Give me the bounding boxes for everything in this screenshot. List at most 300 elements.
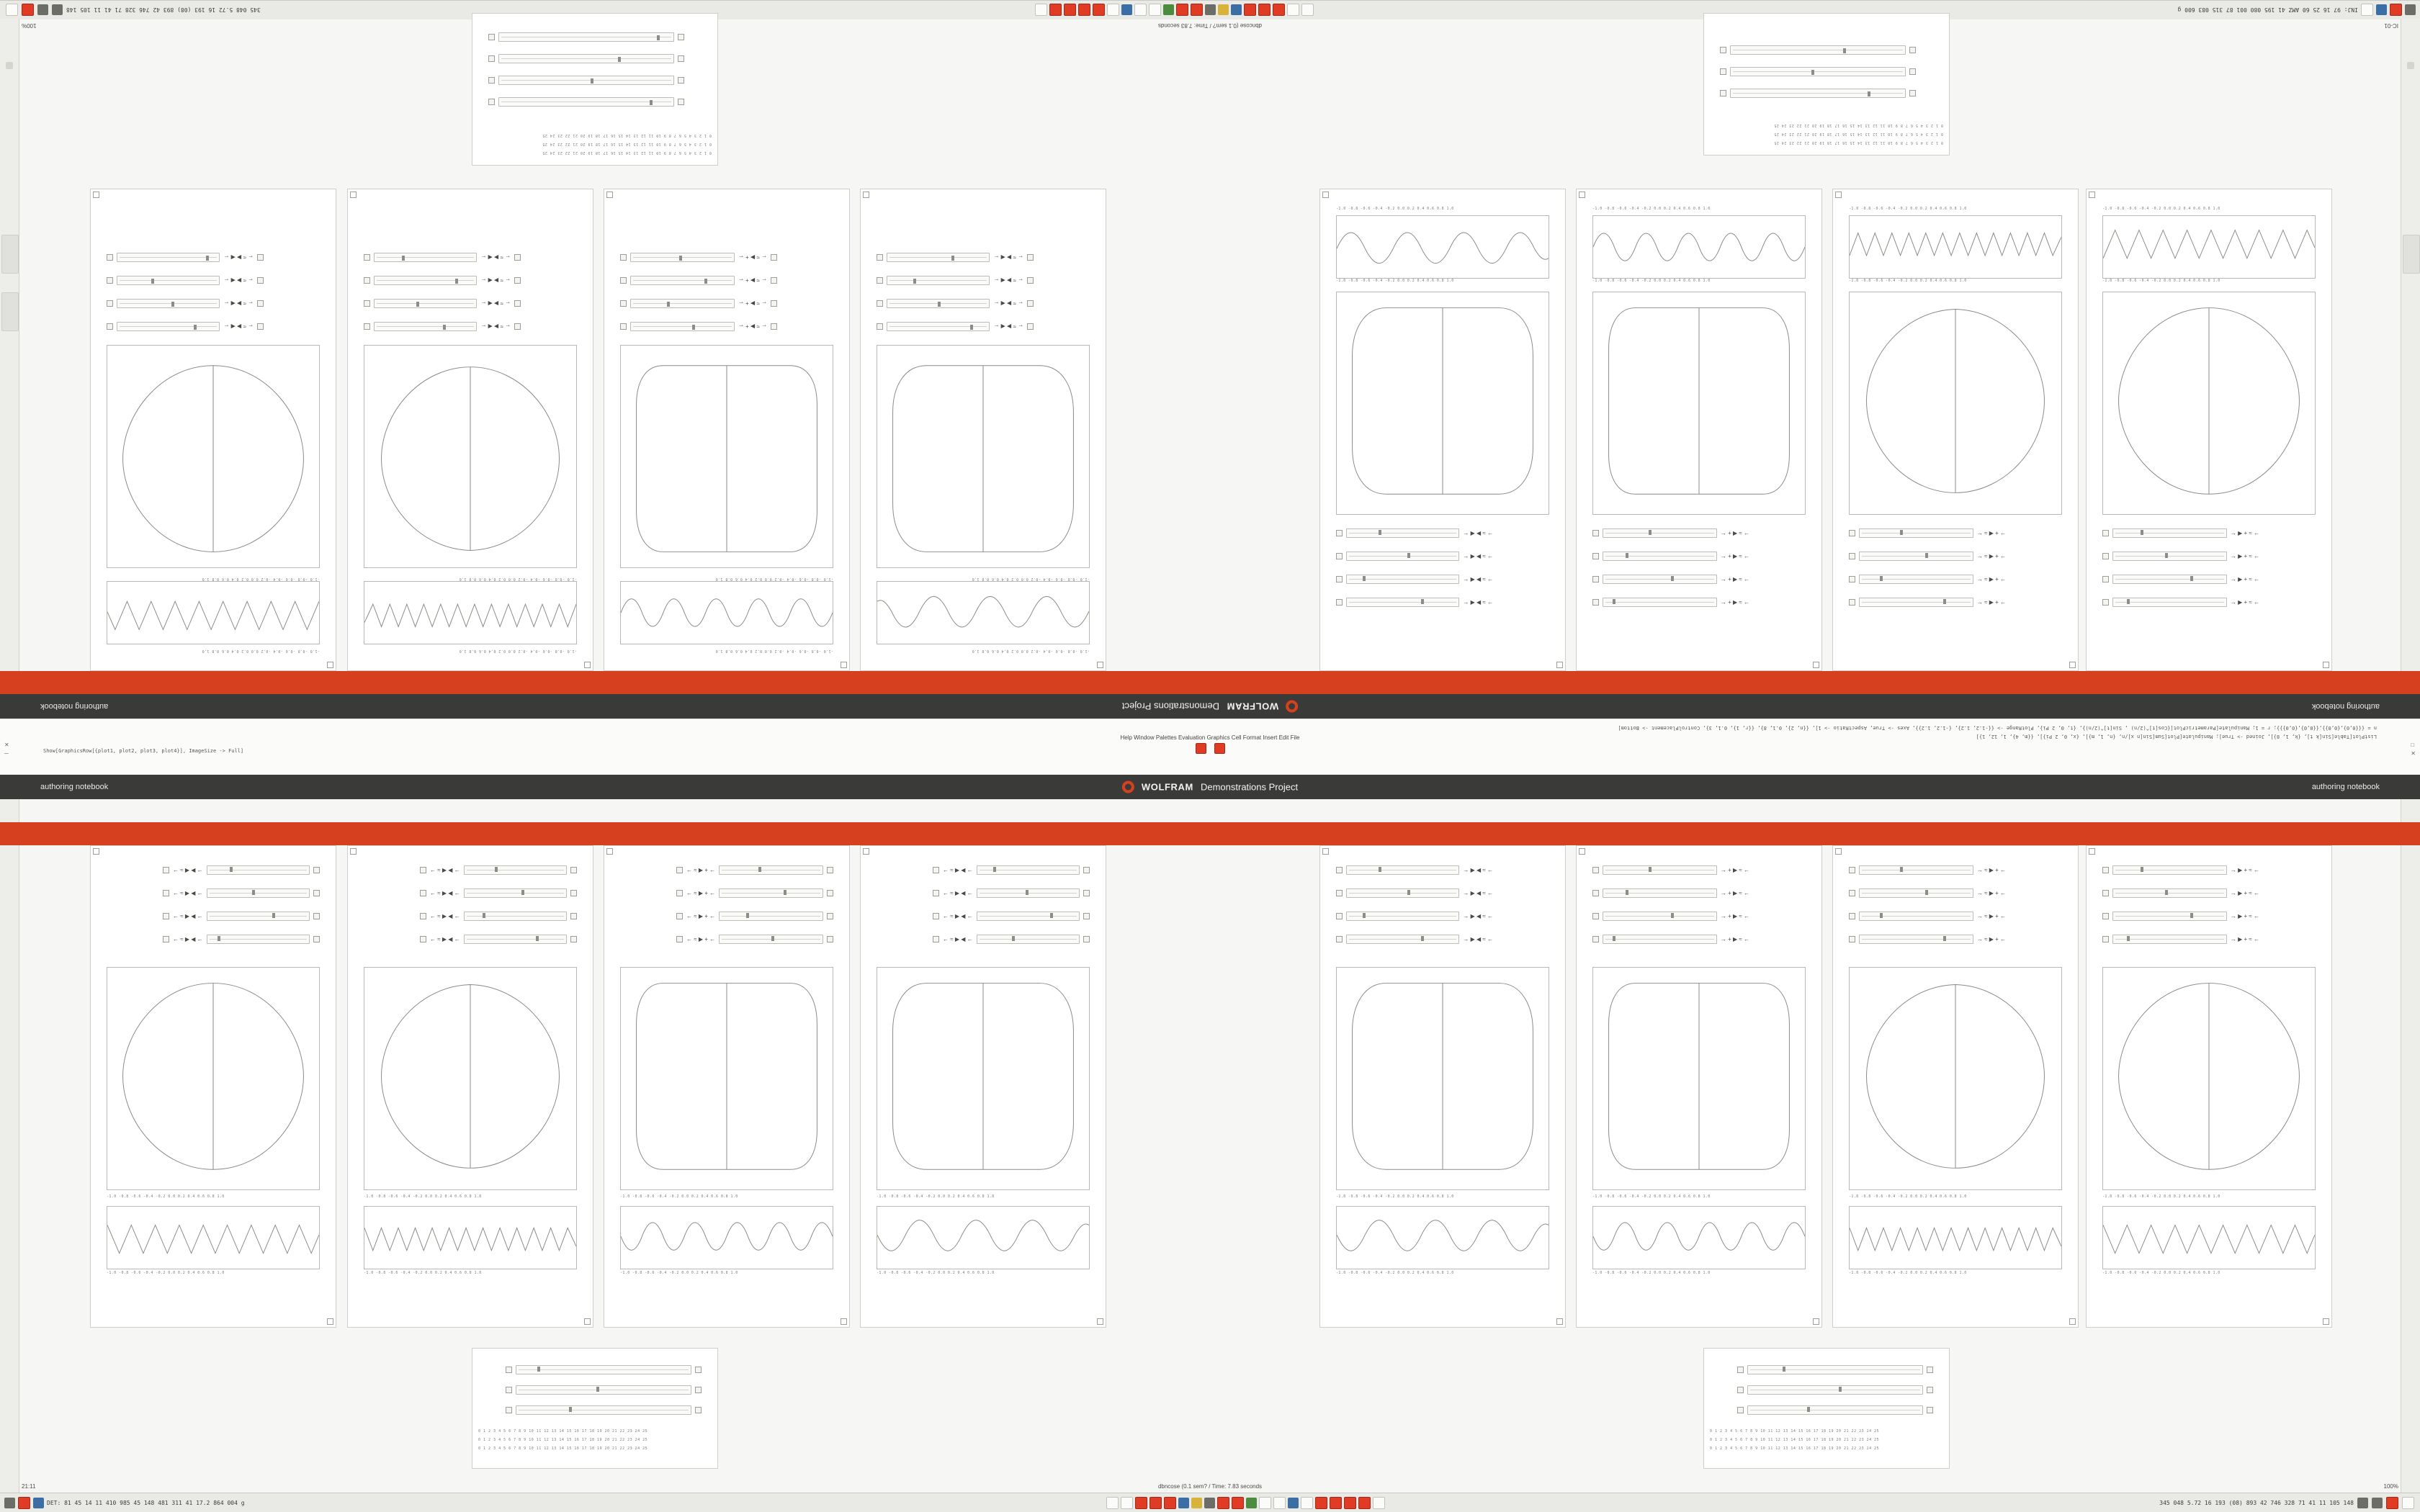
- wolfram-bar-top[interactable]: [0, 694, 2420, 719]
- parameter-slider[interactable]: [1346, 865, 1459, 875]
- minimize-icon[interactable]: ─: [4, 750, 9, 757]
- parameter-slider[interactable]: [2112, 888, 2227, 898]
- control-row[interactable]: [933, 865, 1090, 876]
- parameter-slider[interactable]: [1603, 888, 1717, 898]
- slider-end-icon[interactable]: [1592, 913, 1599, 919]
- volume-icon[interactable]: [2372, 1498, 2383, 1508]
- slider-row[interactable]: [1720, 88, 1916, 99]
- step-buttons[interactable]: → ▶ + ≈ ←: [2230, 599, 2259, 606]
- slider-end-icon[interactable]: [1336, 530, 1343, 536]
- step-buttons[interactable]: → ▶ ◀ ≈ ←: [1463, 867, 1493, 873]
- step-buttons[interactable]: ← ≈ ▶ ◀ ←: [173, 867, 203, 873]
- step-buttons[interactable]: ← ≈ ▶ ◀ ←: [173, 890, 203, 896]
- step-buttons[interactable]: ← ≈ ▶ ◀ ←: [943, 890, 973, 896]
- parameter-slider[interactable]: [1346, 575, 1459, 584]
- sidebar-handle-icon[interactable]: [6, 62, 13, 69]
- record-icon[interactable]: [1150, 1497, 1162, 1509]
- control-row[interactable]: [107, 252, 264, 263]
- parameter-slider[interactable]: [207, 865, 310, 875]
- control-row[interactable]: [1849, 574, 2006, 585]
- step-buttons[interactable]: → ≈ ▶ + ←: [1976, 890, 2006, 896]
- slider-end-icon[interactable]: [1083, 867, 1090, 873]
- slider-end-icon[interactable]: [1336, 913, 1343, 919]
- control-row[interactable]: [620, 321, 777, 332]
- control-row[interactable]: [620, 275, 777, 286]
- play-button-icon[interactable]: [1909, 47, 1916, 53]
- slider-end-icon[interactable]: [107, 323, 113, 330]
- interrupt-evaluation-button[interactable]: [1214, 743, 1225, 754]
- parameter-slider[interactable]: [1730, 45, 1906, 55]
- play-button-icon[interactable]: [420, 890, 426, 896]
- step-buttons[interactable]: → ▶ + ≈ ←: [2230, 867, 2259, 873]
- demo-panel-8[interactable]: [2086, 189, 2332, 671]
- slider-end-icon[interactable]: [827, 867, 833, 873]
- parameter-slider[interactable]: [516, 1405, 691, 1415]
- parameter-slider[interactable]: [630, 253, 735, 262]
- text-icon[interactable]: [1259, 1497, 1271, 1509]
- slider-end-icon[interactable]: [313, 867, 320, 873]
- control-row[interactable]: [620, 298, 777, 309]
- calc-icon[interactable]: [1135, 4, 1147, 17]
- slider-end-icon[interactable]: [1336, 867, 1343, 873]
- slider-row[interactable]: [1720, 66, 1916, 77]
- control-row[interactable]: [1336, 934, 1493, 945]
- play-button-icon[interactable]: [1909, 90, 1916, 96]
- step-buttons[interactable]: ← ≈ ▶ ◀ ←: [430, 890, 460, 896]
- stop-icon[interactable]: [1135, 1497, 1147, 1509]
- control-row[interactable]: [1592, 574, 1749, 585]
- step-buttons[interactable]: ← ≈ ▶ ◀ ←: [943, 913, 973, 919]
- play-button-icon[interactable]: [514, 300, 521, 307]
- slider-end-icon[interactable]: [1849, 936, 1855, 942]
- parameter-slider[interactable]: [207, 912, 310, 921]
- slider-end-icon[interactable]: [107, 277, 113, 284]
- parameter-slider[interactable]: [1346, 552, 1459, 561]
- stop-icon[interactable]: [1344, 1497, 1356, 1509]
- stop-icon[interactable]: [1217, 1497, 1229, 1509]
- resize-handle-icon[interactable]: [1813, 1318, 1819, 1325]
- step-buttons[interactable]: ← ≈ ▶ ◀ ←: [223, 277, 254, 284]
- record-icon[interactable]: [1330, 1497, 1342, 1509]
- text-icon[interactable]: [2361, 4, 2373, 17]
- browser-icon[interactable]: [1108, 4, 1120, 17]
- slider-end-icon[interactable]: [1592, 936, 1599, 942]
- slider-end-icon[interactable]: [1849, 530, 1855, 536]
- step-buttons[interactable]: ← ≈ ▶ ◀ ←: [223, 323, 254, 330]
- parameter-slider[interactable]: [498, 54, 674, 63]
- maximize-icon[interactable]: □: [2411, 742, 2415, 748]
- slider-end-icon[interactable]: [488, 34, 495, 40]
- slider-end-icon[interactable]: [877, 277, 883, 284]
- step-buttons[interactable]: ← ≈ ▶ ◀ ←: [223, 254, 254, 261]
- control-row[interactable]: [1592, 888, 1749, 899]
- play-button-icon[interactable]: [676, 867, 683, 873]
- control-row[interactable]: [676, 911, 833, 922]
- app-icon[interactable]: [2376, 5, 2387, 16]
- slider-row[interactable]: [488, 96, 684, 107]
- step-buttons[interactable]: → ▶ + ≈ ←: [2230, 576, 2259, 582]
- control-row[interactable]: [2102, 888, 2259, 899]
- network-icon[interactable]: [2357, 1498, 2368, 1508]
- slider-end-icon[interactable]: [313, 890, 320, 896]
- control-row[interactable]: [877, 275, 1034, 286]
- resize-handle-icon[interactable]: [2089, 848, 2095, 855]
- resize-handle-icon[interactable]: [2069, 662, 2076, 668]
- slider-end-icon[interactable]: [620, 277, 627, 284]
- resize-handle-icon[interactable]: [2069, 1318, 2076, 1325]
- control-row[interactable]: [163, 888, 320, 899]
- resize-handle-icon[interactable]: [841, 662, 847, 668]
- slider-end-icon[interactable]: [2102, 936, 2109, 942]
- slider-row[interactable]: [1737, 1385, 1933, 1395]
- network-icon[interactable]: [52, 5, 63, 16]
- control-row[interactable]: [364, 298, 521, 309]
- slider-end-icon[interactable]: [1849, 576, 1855, 582]
- step-buttons[interactable]: ← ≈ ▶ ◀ ←: [943, 867, 973, 873]
- control-row[interactable]: [1336, 911, 1493, 922]
- control-row[interactable]: [107, 275, 264, 286]
- parameter-slider[interactable]: [1603, 528, 1717, 538]
- slider-end-icon[interactable]: [877, 254, 883, 261]
- demo-panel-14[interactable]: [1576, 845, 1822, 1328]
- record-icon[interactable]: [1259, 4, 1271, 17]
- step-buttons[interactable]: → + ▶ ≈ ←: [1720, 599, 1749, 606]
- resize-handle-icon[interactable]: [1835, 192, 1842, 198]
- slider-end-icon[interactable]: [1083, 936, 1090, 942]
- play-button-icon[interactable]: [1027, 277, 1034, 284]
- slider-end-icon[interactable]: [1720, 68, 1726, 75]
- step-buttons[interactable]: → + ▶ ≈ ←: [1720, 867, 1749, 873]
- step-buttons[interactable]: → ▶ + ≈ ←: [2230, 553, 2259, 559]
- parameter-slider[interactable]: [464, 912, 567, 921]
- parameter-slider[interactable]: [1603, 598, 1717, 607]
- parameter-slider[interactable]: [117, 299, 220, 308]
- step-buttons[interactable]: ← ≈ ▶ ◀ ←: [993, 254, 1023, 261]
- parameter-slider[interactable]: [1603, 912, 1717, 921]
- battery-icon[interactable]: [2386, 1497, 2398, 1509]
- slider-end-icon[interactable]: [1592, 867, 1599, 873]
- step-buttons[interactable]: ← ≈ ▶ + ←: [738, 300, 767, 307]
- text-icon[interactable]: [1150, 4, 1162, 17]
- parameter-slider[interactable]: [1603, 935, 1717, 944]
- app-icon[interactable]: [1164, 5, 1175, 16]
- control-row[interactable]: [1336, 574, 1493, 585]
- play-button-icon[interactable]: [1737, 1367, 1744, 1373]
- step-buttons[interactable]: ← ≈ ▶ ◀ ←: [943, 936, 973, 942]
- control-row[interactable]: [2102, 934, 2259, 945]
- slider-row[interactable]: [506, 1405, 702, 1416]
- control-row[interactable]: [2102, 574, 2259, 585]
- slider-end-icon[interactable]: [364, 323, 370, 330]
- play-button-icon[interactable]: [676, 890, 683, 896]
- doc-icon[interactable]: [1288, 4, 1300, 17]
- stop-icon[interactable]: [18, 1497, 30, 1509]
- parameter-slider[interactable]: [1747, 1365, 1923, 1374]
- parameter-slider[interactable]: [630, 299, 735, 308]
- step-buttons[interactable]: → + ▶ ≈ ←: [1720, 576, 1749, 582]
- media-icon[interactable]: [1178, 1498, 1189, 1508]
- slider-end-icon[interactable]: [1849, 890, 1855, 896]
- control-row[interactable]: [1849, 911, 2006, 922]
- sidebar-handle-icon[interactable]: [2407, 62, 2414, 69]
- demo-panel-6[interactable]: [1576, 189, 1822, 671]
- menu-bar-flipped[interactable]: Help Window Palettes Evaluation Graphics Cell Format Insert Edit File: [1120, 734, 1300, 741]
- parameter-slider[interactable]: [1603, 552, 1717, 561]
- control-row[interactable]: [420, 888, 577, 899]
- parameter-slider[interactable]: [2112, 865, 2227, 875]
- record-icon[interactable]: [1177, 4, 1189, 17]
- play-button-icon[interactable]: [506, 1387, 512, 1393]
- parameter-slider[interactable]: [887, 322, 990, 331]
- control-row[interactable]: [163, 865, 320, 876]
- slider-end-icon[interactable]: [570, 867, 577, 873]
- parameter-slider[interactable]: [1859, 528, 1973, 538]
- sidebar-tab-2[interactable]: [1, 292, 19, 331]
- parameter-slider[interactable]: [719, 865, 823, 875]
- play-button-icon[interactable]: [771, 277, 777, 284]
- play-button-icon[interactable]: [933, 913, 939, 919]
- parameter-slider[interactable]: [464, 935, 567, 944]
- resize-handle-icon[interactable]: [1556, 1318, 1563, 1325]
- resize-handle-icon[interactable]: [606, 192, 613, 198]
- resize-handle-icon[interactable]: [327, 662, 333, 668]
- control-row[interactable]: [364, 321, 521, 332]
- control-row[interactable]: [1592, 934, 1749, 945]
- mini-panel-top-right[interactable]: [1703, 13, 1950, 156]
- parameter-slider[interactable]: [719, 935, 823, 944]
- slider-end-icon[interactable]: [827, 936, 833, 942]
- control-row[interactable]: [1849, 597, 2006, 608]
- parameter-slider[interactable]: [2112, 528, 2227, 538]
- control-row[interactable]: [877, 252, 1034, 263]
- step-buttons[interactable]: → ▶ + ≈ ←: [2230, 890, 2259, 896]
- resize-handle-icon[interactable]: [1322, 192, 1329, 198]
- sidebar-tab-3[interactable]: [2403, 235, 2420, 274]
- window-controls-left[interactable]: [4, 742, 9, 757]
- parameter-slider[interactable]: [117, 322, 220, 331]
- step-buttons[interactable]: ← ≈ ▶ ◀ ←: [430, 867, 460, 873]
- slider-row[interactable]: [488, 53, 684, 64]
- media-icon[interactable]: [1232, 5, 1242, 16]
- step-buttons[interactable]: → ≈ ▶ + ←: [1976, 936, 2006, 942]
- play-button-icon[interactable]: [771, 300, 777, 307]
- slider-row[interactable]: [488, 32, 684, 42]
- control-row[interactable]: [420, 934, 577, 945]
- slider-end-icon[interactable]: [2102, 867, 2109, 873]
- slider-end-icon[interactable]: [488, 99, 495, 105]
- slider-end-icon[interactable]: [1336, 576, 1343, 582]
- slider-row[interactable]: [1737, 1364, 1933, 1375]
- wolfram-brand-left[interactable]: [1122, 701, 1298, 713]
- parameter-slider[interactable]: [374, 253, 477, 262]
- step-buttons[interactable]: ← ≈ ▶ ◀ ←: [480, 323, 511, 330]
- parameter-slider[interactable]: [1747, 1405, 1923, 1415]
- step-buttons[interactable]: ← ≈ ▶ + ←: [738, 254, 767, 261]
- control-row[interactable]: [877, 321, 1034, 332]
- mini-panel-bottom-left[interactable]: [472, 1348, 718, 1469]
- play-button-icon[interactable]: [163, 936, 169, 942]
- demo-panel-11[interactable]: [604, 845, 850, 1328]
- step-buttons[interactable]: ← ≈ ▶ ◀ ←: [993, 300, 1023, 307]
- parameter-slider[interactable]: [516, 1365, 691, 1374]
- folder-icon[interactable]: [1219, 5, 1229, 16]
- parameter-slider[interactable]: [887, 253, 990, 262]
- clock-icon[interactable]: [6, 4, 18, 17]
- step-buttons[interactable]: ← ≈ ▶ ◀ ←: [173, 913, 203, 919]
- parameter-slider[interactable]: [117, 253, 220, 262]
- resize-handle-icon[interactable]: [1835, 848, 1842, 855]
- slider-end-icon[interactable]: [2102, 913, 2109, 919]
- step-buttons[interactable]: → ≈ ▶ + ←: [1976, 530, 2006, 536]
- slider-end-icon[interactable]: [1336, 936, 1343, 942]
- control-row[interactable]: [933, 934, 1090, 945]
- resize-handle-icon[interactable]: [93, 192, 99, 198]
- resize-handle-icon[interactable]: [1097, 662, 1103, 668]
- demo-panel-1[interactable]: [90, 189, 336, 671]
- step-buttons[interactable]: → ▶ ◀ ≈ ←: [1463, 936, 1493, 942]
- play-button-icon[interactable]: [257, 323, 264, 330]
- calc-icon[interactable]: [1273, 1497, 1286, 1509]
- parameter-slider[interactable]: [1859, 888, 1973, 898]
- parameter-slider[interactable]: [1603, 865, 1717, 875]
- slider-end-icon[interactable]: [1849, 599, 1855, 606]
- resize-handle-icon[interactable]: [863, 848, 869, 855]
- parameter-slider[interactable]: [1603, 575, 1717, 584]
- parameter-slider[interactable]: [977, 865, 1080, 875]
- step-buttons[interactable]: ← ≈ ▶ + ←: [738, 277, 767, 284]
- slider-row[interactable]: [506, 1364, 702, 1375]
- control-row[interactable]: [2102, 551, 2259, 562]
- step-buttons[interactable]: ← ≈ ▶ ◀ ←: [430, 913, 460, 919]
- control-row[interactable]: [620, 252, 777, 263]
- resize-handle-icon[interactable]: [584, 1318, 591, 1325]
- control-row[interactable]: [1336, 551, 1493, 562]
- step-buttons[interactable]: → ≈ ▶ + ←: [1976, 553, 2006, 559]
- slider-end-icon[interactable]: [1592, 576, 1599, 582]
- control-row[interactable]: [676, 865, 833, 876]
- parameter-slider[interactable]: [1859, 552, 1973, 561]
- parameter-slider[interactable]: [207, 935, 310, 944]
- demo-panel-10[interactable]: [347, 845, 593, 1328]
- play-button-icon[interactable]: [1737, 1407, 1744, 1413]
- play-button-icon[interactable]: [514, 254, 521, 261]
- play-button-icon[interactable]: [163, 890, 169, 896]
- mail-icon[interactable]: [1288, 1498, 1299, 1508]
- resize-handle-icon[interactable]: [1322, 848, 1329, 855]
- browser-icon[interactable]: [1301, 1497, 1313, 1509]
- stop-icon[interactable]: [1093, 4, 1106, 17]
- play-button-icon[interactable]: [933, 867, 939, 873]
- control-row[interactable]: [1592, 597, 1749, 608]
- wolfram-brand-right[interactable]: [1122, 781, 1298, 793]
- play-button-icon[interactable]: [506, 1367, 512, 1373]
- slider-end-icon[interactable]: [1592, 530, 1599, 536]
- step-buttons[interactable]: ← ≈ ▶ + ←: [738, 323, 767, 330]
- control-row[interactable]: [1849, 934, 2006, 945]
- slider-end-icon[interactable]: [364, 300, 370, 307]
- parameter-slider[interactable]: [464, 888, 567, 898]
- menubar-right-group-2[interactable]: [2112, 1497, 2420, 1509]
- step-buttons[interactable]: ← ≈ ▶ ◀ ←: [430, 936, 460, 942]
- mini-panel-bottom-right[interactable]: [1703, 1348, 1950, 1469]
- play-button-icon[interactable]: [933, 890, 939, 896]
- slider-end-icon[interactable]: [827, 890, 833, 896]
- menubar-center-tray-2[interactable]: [379, 1497, 2112, 1509]
- play-button-icon[interactable]: [163, 913, 169, 919]
- parameter-slider[interactable]: [2112, 598, 2227, 607]
- resize-handle-icon[interactable]: [1579, 848, 1585, 855]
- control-row[interactable]: [1849, 865, 2006, 876]
- parameter-slider[interactable]: [1346, 598, 1459, 607]
- close-icon[interactable]: ✕: [2411, 750, 2416, 757]
- control-row[interactable]: [2102, 597, 2259, 608]
- window-controls-right[interactable]: [2411, 742, 2416, 757]
- parameter-slider[interactable]: [1346, 888, 1459, 898]
- slider-end-icon[interactable]: [364, 254, 370, 261]
- slider-end-icon[interactable]: [488, 55, 495, 62]
- top-menubar[interactable]: [0, 0, 2420, 19]
- play-button-icon[interactable]: [1027, 254, 1034, 261]
- step-buttons[interactable]: → ▶ ◀ ≈ ←: [1463, 913, 1493, 919]
- slider-end-icon[interactable]: [364, 277, 370, 284]
- parameter-slider[interactable]: [2112, 935, 2227, 944]
- play-button-icon[interactable]: [1027, 300, 1034, 307]
- record-icon[interactable]: [1079, 4, 1091, 17]
- control-row[interactable]: [364, 252, 521, 263]
- step-buttons[interactable]: → ▶ ◀ ≈ ←: [1463, 553, 1493, 559]
- slider-end-icon[interactable]: [1849, 553, 1855, 559]
- slider-end-icon[interactable]: [2102, 890, 2109, 896]
- slider-end-icon[interactable]: [695, 1407, 702, 1413]
- control-row[interactable]: [933, 888, 1090, 899]
- terminal-icon[interactable]: [1206, 5, 1216, 16]
- parameter-slider[interactable]: [498, 76, 674, 85]
- stop-icon[interactable]: [1050, 4, 1062, 17]
- step-buttons[interactable]: → ≈ ▶ + ←: [1976, 599, 2006, 606]
- parameter-slider[interactable]: [2112, 912, 2227, 921]
- sidebar-tab-1[interactable]: [1, 235, 19, 274]
- resize-handle-icon[interactable]: [2323, 1318, 2329, 1325]
- step-buttons[interactable]: ← ≈ ▶ ◀ ←: [993, 277, 1023, 284]
- step-buttons[interactable]: → ≈ ▶ + ←: [1976, 867, 2006, 873]
- slider-end-icon[interactable]: [877, 323, 883, 330]
- slider-end-icon[interactable]: [2102, 530, 2109, 536]
- slider-end-icon[interactable]: [570, 890, 577, 896]
- play-button-icon[interactable]: [506, 1407, 512, 1413]
- step-buttons[interactable]: → + ▶ ≈ ←: [1720, 530, 1749, 536]
- slider-end-icon[interactable]: [695, 1367, 702, 1373]
- slider-end-icon[interactable]: [2102, 599, 2109, 606]
- resize-handle-icon[interactable]: [327, 1318, 333, 1325]
- step-buttons[interactable]: → + ▶ ≈ ←: [1720, 890, 1749, 896]
- parameter-slider[interactable]: [630, 276, 735, 285]
- stop-icon[interactable]: [1164, 1497, 1176, 1509]
- parameter-slider[interactable]: [374, 276, 477, 285]
- demo-panel-4[interactable]: [860, 189, 1106, 671]
- play-button-icon[interactable]: [678, 55, 684, 62]
- menubar-left-group-2[interactable]: [0, 1497, 379, 1509]
- parameter-slider[interactable]: [719, 912, 823, 921]
- step-buttons[interactable]: → + ▶ ≈ ←: [1720, 913, 1749, 919]
- app-icon[interactable]: [1246, 1498, 1257, 1508]
- demo-panel-9[interactable]: [90, 845, 336, 1328]
- play-button-icon[interactable]: [1737, 1387, 1744, 1393]
- parameter-slider[interactable]: [1859, 935, 1973, 944]
- step-buttons[interactable]: → ▶ ◀ ≈ ←: [1463, 599, 1493, 606]
- play-button-icon[interactable]: [420, 936, 426, 942]
- resize-handle-icon[interactable]: [2089, 192, 2095, 198]
- step-buttons[interactable]: ← ≈ ▶ ◀ ←: [223, 300, 254, 307]
